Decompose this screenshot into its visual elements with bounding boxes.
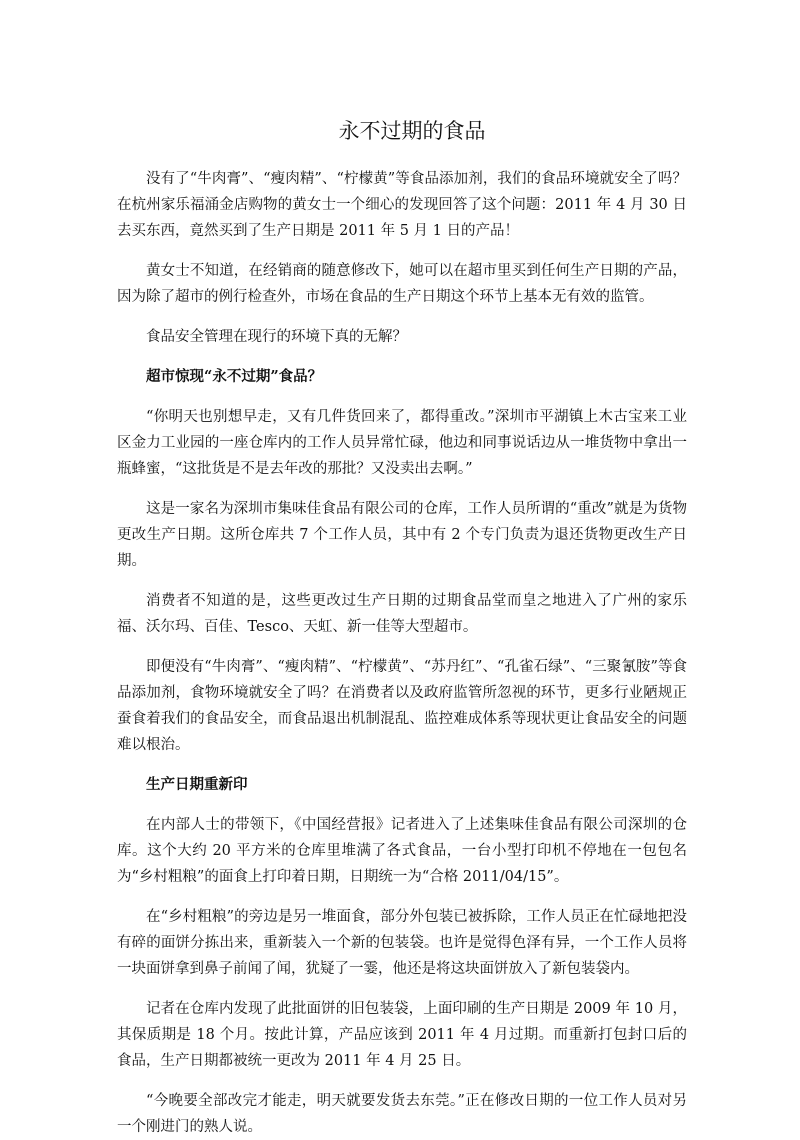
page-title: 永不过期的食品: [338, 119, 486, 143]
paragraph: 这是一家名为深圳市集味佳食品有限公司的仓库，工作人员所谓的“重改”就是为货物更改生产日期。这所仓库共 7 个工作人员，其中有 2 个专门负责为退还货物更改生产日期。: [117, 501, 687, 569]
paragraph: 记者在仓库内发现了此批面饼的旧包装袋，上面印刷的生产日期是 2009 年 10 月，其保质期是 18 个月。按此计算，产品应该到 2011 年 4 月过期。而重新打包封口后的食品，生产日期都被统一更改为 2011 年 4 月 25 日。: [117, 1001, 687, 1069]
paragraph: “今晚要全部改完才能走，明天就要发货去东莞。”正在修改日期的一位工作人员对另一个刚进门的熟人说。: [117, 1093, 687, 1135]
paragraph: 没有了“牛肉膏”、“瘦肉精”、“柠檬黄”等食品添加剂，我们的食品环境就安全了吗？在杭州家乐福涌金店购物的黄女士一个细心的发现回答了这个问题：2011 年 4 月 30 日去买东西，竟然买到了生产日期是 2011 年 5 月 1 日的产品！: [117, 171, 687, 239]
section-heading: 超市惊现“永不过期”食品？: [146, 368, 323, 385]
paragraph: 在内部人士的带领下，《中国经营报》记者进入了上述集味佳食品有限公司深圳的仓库。这个大约 20 平方米的仓库里堆满了各式食品，一台小型打印机不停地在一包包名为“乡村粗粮”的面食上打印着日期，日期统一为“合格 2011/04/15”。: [117, 817, 687, 885]
section-heading: 生产日期重新印: [146, 776, 248, 793]
paragraph: 在“乡村粗粮”的旁边是另一堆面食，部分外包装已被拆除，工作人员正在忙碌地把没有碎的面饼分拣出来，重新装入一个新的包装袋。也许是觉得色泽有异，一个工作人员将一块面饼拿到鼻子前闻了闻，犹疑了一霎，他还是将这块面饼放入了新包装袋内。: [117, 909, 687, 977]
paragraph: 黄女士不知道，在经销商的随意修改下，她可以在超市里买到任何生产日期的产品，因为除了超市的例行检查外，市场在食品的生产日期这个环节上基本无有效的监管。: [117, 263, 687, 305]
paragraph: 即便没有“牛肉膏”、“瘦肉精”、“柠檬黄”、“苏丹红”、“孔雀石绿”、“三聚氰胺”等食品添加剂，食物环境就安全了吗？在消费者以及政府监管所忽视的环节，更多行业陋规正蚕食着我们的食品安全，而食品退出机制混乱、监控难成体系等现状更让食品安全的问题难以根治。: [117, 659, 687, 753]
paragraph: 消费者不知道的是，这些更改过生产日期的过期食品堂而皇之地进入了广州的家乐福、沃尔玛、百佳、Tesco、天虹、新一佳等大型超市。: [117, 593, 687, 635]
paragraph: 食品安全管理在现行的环境下真的无解？: [146, 329, 407, 345]
paragraph: “你明天也别想早走，又有几件货回来了，都得重改。”深圳市平湖镇上木古宝来工业区金力工业园的一座仓库内的工作人员异常忙碌，他边和同事说话边从一堆货物中拿出一瓶蜂蜜，“这批货是不是去年改的那批？又没卖出去啊。”: [117, 409, 687, 477]
